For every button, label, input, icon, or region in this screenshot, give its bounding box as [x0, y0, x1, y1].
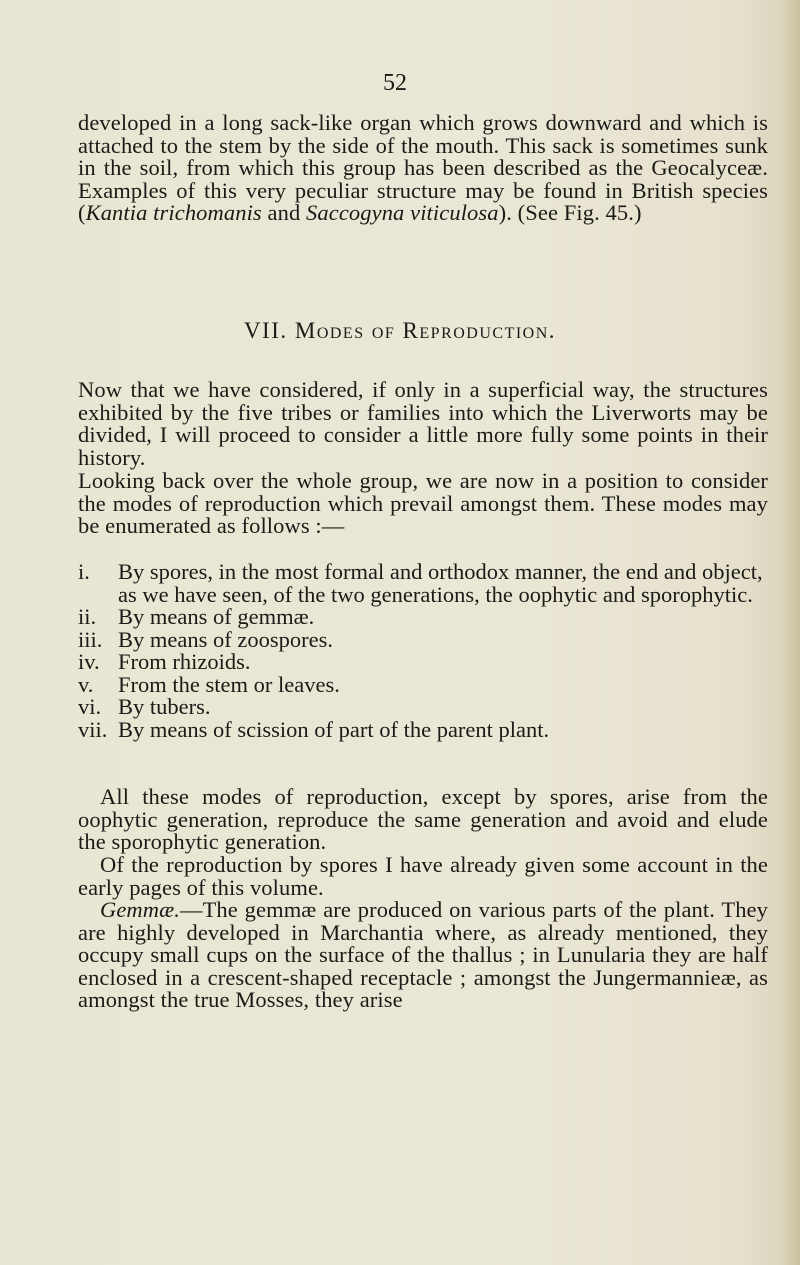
list-text: By tubers.: [118, 694, 211, 719]
paragraph-oophytic: All these modes of reproduction, except by spores, arise from the oophytic generation, reproduce the same generation and avoid and elude the sporophytic generation.: [78, 784, 768, 854]
list-item: [78, 651, 768, 674]
list-number: ii.: [78, 604, 97, 629]
list-text: By means of scission of part of the parent plant.: [118, 716, 550, 742]
reproduction-modes-list: [78, 561, 768, 741]
list-text: By means of zoospores.: [118, 626, 333, 652]
paragraph-spores: Of the reproduction by spores I have already given some account in the early pages of this volume.: [78, 852, 768, 900]
list-text: From the stem or leaves.: [118, 671, 340, 697]
list-item: [78, 606, 768, 629]
list-number: i.: [78, 559, 90, 584]
species-name: Kantia trichomanis: [85, 200, 262, 225]
page-number: 52: [383, 70, 407, 96]
paragraph-intro: Now that we have considered, if only in a superficial way, the structures exhibited by the five tribes or families into which the Liverworts may be divided, I will proceed to consider a little more fully some points in their history.: [78, 377, 768, 470]
list-number: v.: [78, 671, 94, 697]
paragraph-text: developed in a long sack-like organ which grows downward and which is attached to the stem by the side of the mouth. This sack is sometimes sunk in the soil, from which this group has been described as the Geocalyceæ. Examples of this very peculiar structure may be found in British species (: [78, 110, 768, 225]
paragraph-sack-organ: [78, 112, 768, 225]
paragraph-modes: Looking back over the whole group, we are now in a position to consider the modes of reproduction which prevail amongst them. These modes may be enumerated as follows :—: [78, 468, 768, 538]
paragraph-text: —The gemmæ are produced on various parts of the plant. They are highly developed in Marchantia where, as already mentioned, they occupy small cups on the surface of the thallus ; in Lunularia they are half enclosed in a crescent-shaped receptacle ; amongst the Jungermannieæ, as amongst the true Mosses, they arise: [78, 897, 768, 1012]
list-item: [78, 696, 768, 719]
species-name: Saccogyna viticulosa: [306, 200, 499, 225]
paragraph-text: and: [261, 200, 307, 225]
section-heading: VII. Modes of Reproduction.: [243, 318, 557, 343]
list-number: iv.: [78, 649, 100, 674]
list-number: vii.: [78, 716, 108, 742]
list-text: From rhizoids.: [118, 649, 251, 674]
paragraph-text: ). (See Fig. 45.): [498, 200, 642, 225]
list-number: iii.: [78, 626, 103, 652]
list-item: [78, 671, 768, 697]
list-item: [78, 626, 768, 652]
list-text: By means of gemmæ.: [118, 604, 315, 629]
list-item: [78, 716, 768, 742]
paragraph-gemmae: [78, 899, 768, 1012]
list-number: vi.: [78, 694, 102, 719]
list-item: [78, 561, 768, 606]
gemmae-label: Gemmæ.: [100, 897, 180, 922]
page-edge-shadow: [782, 0, 800, 1265]
list-text: By spores, in the most formal and orthodox manner, the end and object, as we have seen, of the two generations, the oophytic and sporophytic.: [118, 559, 763, 607]
